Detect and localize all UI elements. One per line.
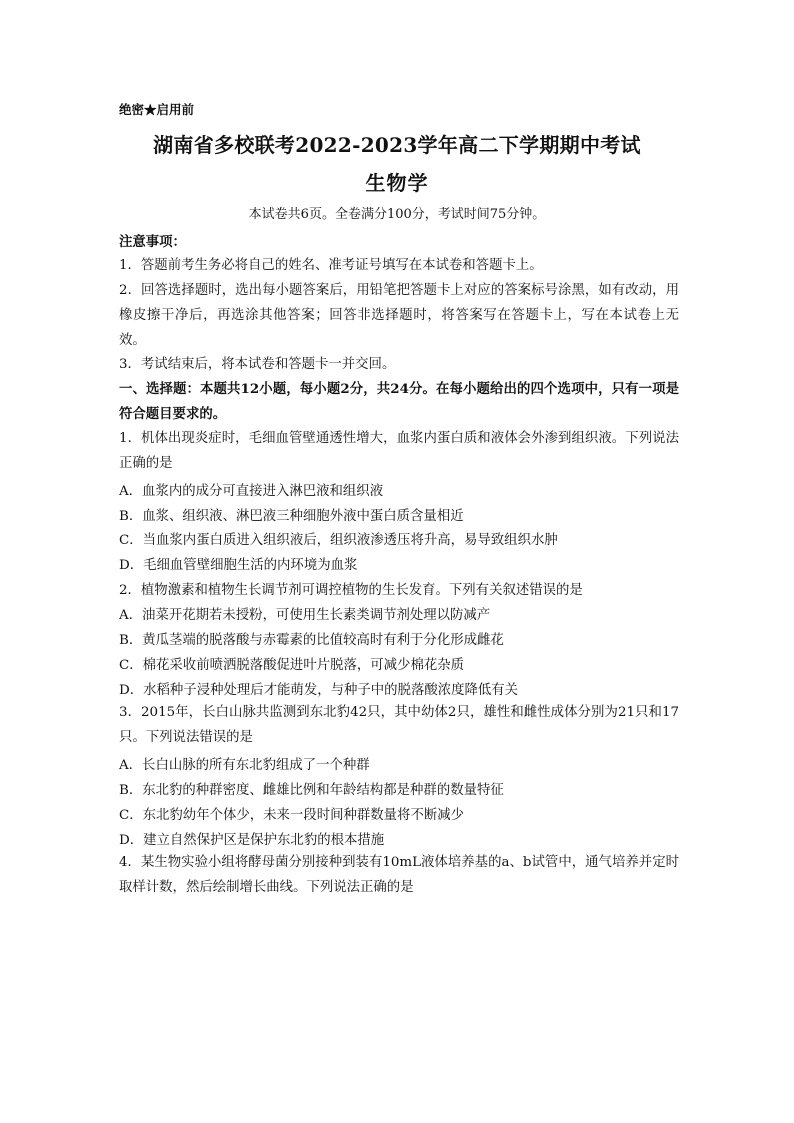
- question-2-option-c: C．棉花采收前喷洒脱落酸促进叶片脱落，可减少棉花杂质: [119, 658, 465, 673]
- note-item-1: 1．答题前考生务必将自己的姓名、准考证号填写在本试卷和答题卡上。: [119, 258, 543, 273]
- confidential-label: 绝密★启用前: [119, 102, 195, 117]
- question-1-option-a: A．血浆内的成分可直接进入淋巴液和组织液: [119, 484, 384, 499]
- subject-title: 生物学: [365, 171, 429, 195]
- note-item-3: 3．考试结束后，将本试卷和答题卡一并交回。: [119, 357, 396, 372]
- question-3-option-c: C．东北豹幼年个体少，未来一段时间种群数量将不断减少: [119, 808, 465, 823]
- question-1-option-b: B．血浆、组织液、淋巴液三种细胞外液中蛋白质含量相近: [119, 509, 464, 524]
- question-2-stem: 2．植物激素和植物生长调节剂可调控植物的生长发育。下列有关叙述错误的是: [119, 583, 583, 598]
- question-3-option-d: D．建立自然保护区是保护东北豹的根本措施: [119, 833, 385, 848]
- notes-heading: 注意事项：: [119, 234, 186, 250]
- question-3-option-a: A．长白山脉的所有东北豹组成了一个种群: [119, 758, 370, 773]
- exam-title: 湖南省多校联考2022-2023学年高二下学期期中考试: [153, 133, 641, 157]
- question-3-stem: 3．2015年，长白山脉共监测到东北豹42只，其中幼体2只，雄性和雌性成体分别为21只和17只。下列说法错误的是: [119, 705, 679, 745]
- question-3-option-b: B．东北豹的种群密度、雌雄比例和年龄结构都是种群的数量特征: [119, 783, 504, 798]
- question-1-stem: 1．机体出现炎症时，毛细血管壁通透性增大，血浆内蛋白质和液体会外渗到组织液。下列说法正确的是: [119, 431, 679, 471]
- question-2-option-b: B．黄瓜茎端的脱落酸与赤霉素的比值较高时有利于分化形成雌花: [119, 633, 504, 648]
- question-2-option-d: D．水稻种子浸种处理后才能萌发，与种子中的脱落酸浓度降低有关: [119, 683, 519, 698]
- question-1-option-c: C．当血浆内蛋白质进入组织液后，组织液渗透压将升高，易导致组织水肿: [119, 533, 558, 548]
- question-1-option-d: D．毛细血管壁细胞生活的内环境为血浆: [119, 558, 358, 573]
- question-4-stem: 4．某生物实验小组将酵母菌分别接种到装有10mL液体培养基的a、b试管中，通气培养并定时取样计数，然后绘制增长曲线。下列说法正确的是: [119, 855, 679, 895]
- question-2-option-a: A．油菜开花期若未授粉，可使用生长素类调节剂处理以防减产: [119, 608, 491, 623]
- note-item-2: 2．回答选择题时，选出每小题答案后，用铅笔把答题卡上对应的答案标号涂黑，如有改动，用橡皮擦干净后，再选涂其他答案；回答非选择题时，将答案写在答题卡上，写在本试卷上无效。: [119, 283, 679, 348]
- exam-description: 本试卷共6页。全卷满分100分，考试时间75分钟。: [248, 207, 546, 222]
- section-heading: 一、选择题：本题共12小题，每小题2分，共24分。在每小题给出的四个选项中，只有一项是符合题目要求的。: [119, 381, 679, 422]
